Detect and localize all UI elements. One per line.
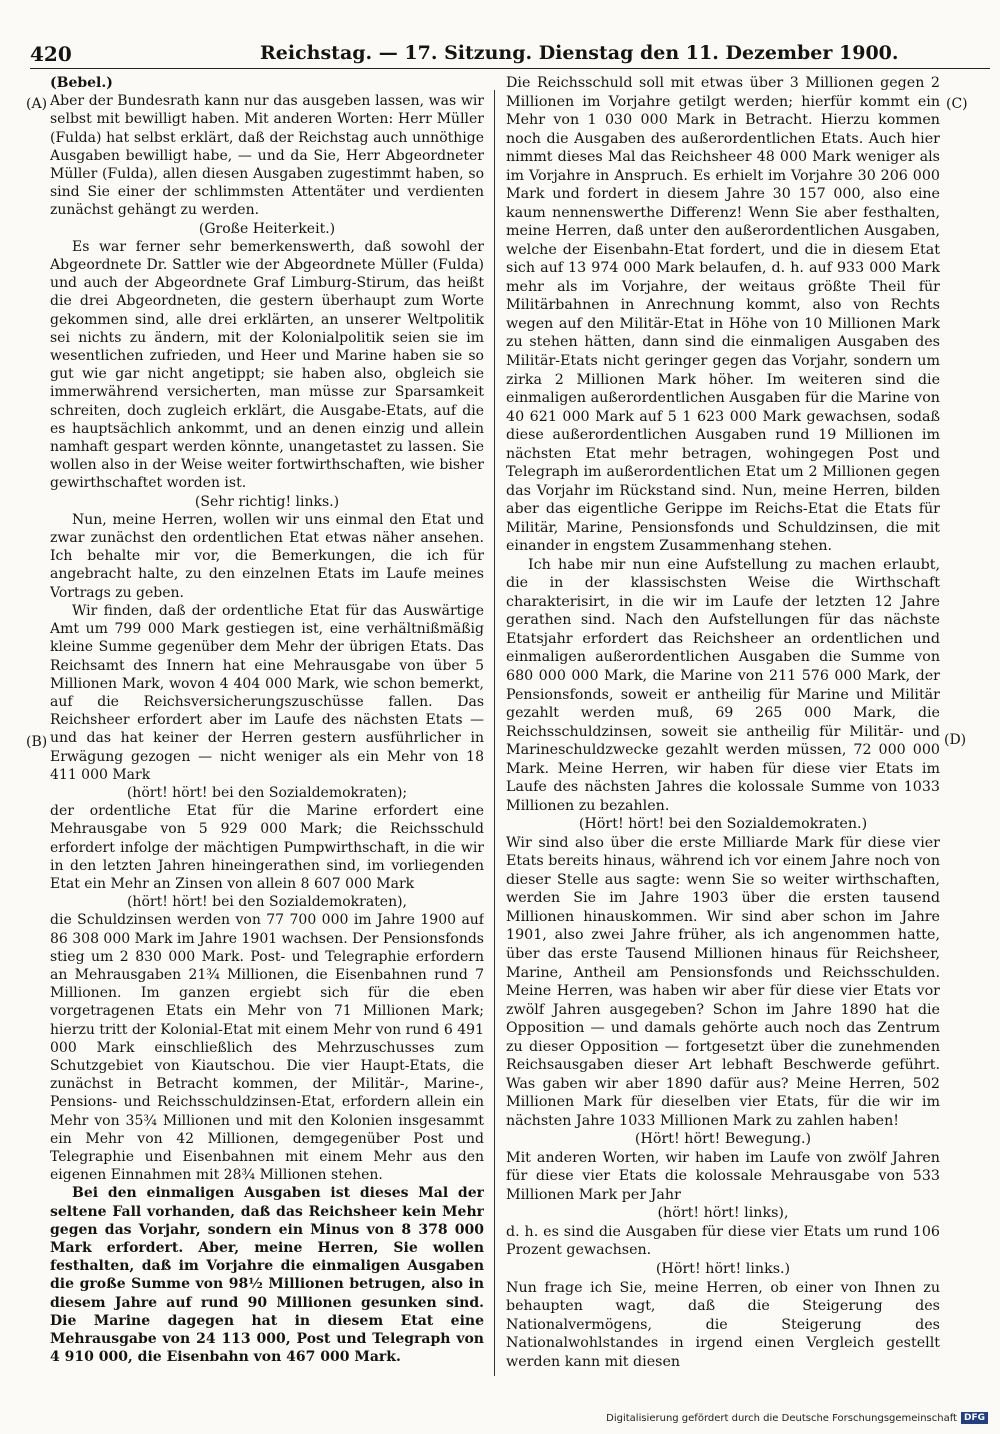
margin-marker-b: (B)	[26, 734, 48, 750]
interjection: (hört! hört! bei den Sozialdemokraten);	[126, 784, 408, 801]
running-head: Reichstag. — 17. Sitzung. Dienstag den 11. Dezember 1900.	[260, 42, 899, 64]
header-rule	[30, 68, 990, 69]
paragraph: Wir finden, daß der ordentliche Etat für das Auswärtige Amt um 799 000 Mark gestiegen ist, eine verhältnißmäßig kleine Summe gegenüber dem Mehr der übrigen Etats. Das Reichsamt des Innern hat eine Mehrausgabe von über 5 Millionen Mark, wovon 4 404 000 Mark, wie schon bemerkt, auf die Reichsversicherungszuschüsse fallen. Das Reichsheer erfordert aber im Laufe des nächsten Etats — und das hat keiner der Herren gestern ausführlicher in Erwägung gezogen — nicht weniger als ein Mehr von 18 411 000 Mark	[50, 602, 484, 783]
footer-text: Digitalisierung gefördert durch die Deutsche Forschungsgemeinschaft	[606, 1412, 957, 1424]
margin-marker-c: (C)	[946, 96, 968, 112]
interjection: (Große Heiterkeit.)	[198, 220, 336, 237]
speaker-name: (Bebel.)	[50, 75, 113, 91]
interjection: (Hört! hört! links.)	[655, 1261, 791, 1277]
paragraph: Bei den einmaligen Ausgaben ist dieses Mal der seltene Fall vorhanden, daß das Reichsheer kein Mehr gegen das Vorjahr, sondern ein Minus von 8 378 000 Mark erfordert. Aber, meine Herren, Sie wollen festhalten, daß im Vorjahre die einmaligen Ausgaben die große Summe von 98½ Millionen betrugen, also in diesem Jahre auf rund 90 Millionen gesunken sind. Die Marine dagegen hat in diesem Etat eine Mehrausgabe von 24 113 000, Post und Telegraph von 4 910 000, die Eisenbahn von 467 000 Mark.	[50, 1185, 484, 1366]
paragraph: der ordentliche Etat für die Marine erfordert eine Mehrausgabe von 5 929 000 Mark; die Reichsschuld erfordert infolge der mächtigen Pumpwirthschaft, in die wir in den letzten Jahren hineingerathen sind, im vorliegenden Etat ein Mehr an Zinsen von allein 8 607 000 Mark	[50, 803, 484, 892]
digitization-footer	[606, 1412, 988, 1424]
margin-marker-a: (A)	[26, 96, 48, 112]
margin-marker-d: (D)	[944, 732, 967, 748]
dfg-logo-icon: DFG	[961, 1412, 988, 1424]
interjection: (hört! hört! bei den Sozialdemokraten),	[126, 894, 408, 911]
page-number: 420	[30, 42, 72, 66]
interjection: (Sehr richtig! links.)	[194, 493, 340, 510]
right-column	[506, 74, 940, 1374]
paragraph: Aber der Bundesrath kann nur das ausgeben lassen, was wir selbst mit bewilligt haben. Mit anderen Worten: Herr Müller (Fulda) hat selbst erklärt, daß der Reichstag auch unnöthige Ausgaben bewilligt habe, — und da Sie, Herr Abgeordneter Müller (Fulda), allen diesen Ausgaben zugestimmt haben, so sind Sie einer der schlimmsten Attentäter und verdienten zunächst gehängt zu werden.	[50, 93, 484, 219]
paragraph: Wir sind also über die erste Milliarde Mark für diese vier Etats bereits hinaus, während ich vor einem Jahre noch von dieser Stelle aus sagte: wenn Sie so weiter wirthschaften, werden Sie im Jahre 1903 über die ersten tausend Millionen hinauskommen. Wir sind aber schon im Jahre 1901, also zwei Jahre früher, als ich angenommen hatte, über das erste Tausend Millionen hinaus für Reichsheer, Marine, Antheil am Pensionsfonds und Reichsschulden. Meine Herren, was haben wir aber für diese vier Etats vor zwölf Jahren ausgegeben? Schon im Jahre 1890 hat die Opposition — und damals gehörte auch noch das Zentrum zu dieser Opposition — fortgesetzt über die zunehmenden Reichsausgaben dieser Art lebhaft Beschwerde geführt. Was gaben wir aber 1890 dafür aus? Meine Herren, 502 Millionen Mark für dieselben vier Etats, für die wir im nächsten Jahre 1033 Millionen Mark zu zahlen haben!	[506, 834, 940, 1129]
paragraph: Nun frage ich Sie, meine Herren, ob einer von Ihnen zu behaupten wagt, daß die Steigerung des Nationalvermögens, die Steigerung des Nationalwohlstandes in irgend einen Vergleich gestellt werden kann mit diesen	[506, 1279, 940, 1370]
interjection: (Hört! hört! Bewegung.)	[634, 1131, 812, 1148]
paragraph: d. h. es sind die Ausgaben für diese vier Etats um rund 106 Prozent gewachsen.	[506, 1223, 940, 1259]
paragraph: Ich habe mir nun eine Aufstellung zu machen erlaubt, die in der klassischsten Weise die Wirthschaft charakterisirt, in die wir im Laufe der letzten 12 Jahre gerathen sind. Nach den Aufstellungen für das nächste Etatsjahr erfordert das Reichsheer an ordentlichen und einmaligen außerordentlichen Ausgaben die Summe von 680 000 000 Mark, die Marine von 211 576 000 Mark, der Pensionsfonds, soweit er antheilig für Marine und Militär gezahlt werden muß, 69 265 000 Mark, die Reichsschuldzinsen, soweit sie antheilig für Militär- und Marineschuldzwecke gezahlt werden müssen, 72 000 000 Mark. Meine Herren, wir haben für diese vier Etats im Laufe des nächsten Jahres die kolossale Summe von 1033 Millionen zu bezahlen.	[506, 556, 940, 814]
paragraph: Mit anderen Worten, wir haben im Laufe von zwölf Jahren für diese vier Etats die kolossale Mehrausgabe von 533 Millionen Mark per Jahr	[506, 1149, 940, 1203]
interjection: (hört! hört! links),	[657, 1205, 789, 1222]
left-column	[50, 74, 484, 1374]
interjection: (Hört! hört! bei den Sozialdemokraten.)	[578, 816, 868, 833]
paragraph: Nun, meine Herren, wollen wir uns einmal den Etat und zwar zunächst den ordentlichen Etat etwas näher ansehen. Ich behalte mir vor, die Bemerkungen, die ich für angebracht halte, zu den einzelnen Etats im Laufe meines Vortrags zu geben.	[50, 511, 484, 601]
column-divider	[494, 90, 495, 1376]
paragraph: die Schuldzinsen werden von 77 700 000 im Jahre 1900 auf 86 308 000 Mark im Jahre 1901 wachsen. Der Pensionsfonds stieg um 2 830 000 Mark. Post- und Telegraphie erfordern an Mehrausgaben 21¾ Millionen, die Eisenbahnen rund 7 Millionen. Im ganzen ergiebt sich für die eben vorgetragenen Etats ein Mehr von 71 Millionen Mark; hierzu tritt der Kolonial-Etat mit einem Mehr von rund 6 491 000 Mark einschließlich des Mehrzuschusses zum Schutzgebiet von Kiautschou. Die vier Haupt-Etats, die zunächst in Betracht kommen, der Militär-, Marine-, Pensions- und Reichsschuldzinsen-Etat, erfordern allein ein Mehr von 35¾ Millionen und mit den Kolonien insgesammt ein Mehr von 42 Millionen, demgegenüber Post und Telegraphie und Eisenbahnen mit einem Mehr aus den eigenen Einnahmen mit 28¾ Millionen stehen.	[50, 912, 484, 1184]
paragraph: Die Reichsschuld soll mit etwas über 3 Millionen gegen 2 Millionen im Vorjahre getilgt werden; hierfür kommt ein Mehr von 1 030 000 Mark in Betracht. Hierzu kommen noch die Ausgaben des außerordentlichen Etats. Auch hier nimmt dieses Mal das Reichsheer 48 000 Mark weniger als im Vorjahre in Anspruch. Es erhielt im Vorjahre 30 206 000 Mark und fordert in diesem Jahre 30 157 000, also eine kaum nennenswerthe Differenz! Wenn Sie aber festhalten, meine Herren, daß unter den außerordentlichen Ausgaben, welche der Eisenbahn-Etat fordert, und die in diesem Etat sich auf 13 974 000 Mark belaufen, d. h. auf 933 000 Mark mehr als im Vorjahre, der weitaus größte Theil für Militärbahnen in Anrechnung kommt, also von Rechts wegen auf den Militär-Etat in Höhe von 10 Millionen Mark zu stehen hätten, dann sind die einmaligen Ausgaben des Militär-Etats nicht geringer gegen das Vorjahr, sondern um zirka 2 Millionen Mark höher. Im weiteren sind die einmaligen außerordentlichen Ausgaben für die Marine von 40 621 000 Mark auf 5 1 623 000 Mark gewachsen, sodaß diese außerordentlichen Ausgaben rund 19 Millionen im nächsten Etat mehr betragen, wohingegen Post und Telegraph im außerordentlichen Etat um 2 Millionen gegen das Vorjahr im Rückstand sind. Nun, meine Herren, bilden aber das eigentliche Gerippe im Reichs-Etat die Etats für Militär, Marine, Pensionsfonds und Schuldzinsen, die mit einander in engstem Zusammenhang stehen.	[506, 75, 940, 555]
paragraph: Es war ferner sehr bemerkenswerth, daß sowohl der Abgeordnete Dr. Sattler wie der Abgeordnete Müller (Fulda) und auch der Abgeordnete Graf Limburg-Stirum, das heißt die drei Abgeordneten, die gestern überhaupt zum Worte gekommen sind, alle drei erklärten, an unserer Weltpolitik sei nichts zu ändern, mit der Kolonialpolitik seien sie im wesentlichen zufrieden, und Heer und Marine haben sie so gut wie gar nicht angetippt; sie haben also, obgleich sie immerwährend versicherten, man müsse zur Sparsamkeit schreiten, doch zugleich erklärt, die Ausgabe-Etats, auf die es hauptsächlich ankommt, und an denen einzig und allein namhaft gespart werden könnte, unangetastet zu lassen. Sie wollen also in der Weise weiter fortwirthschaften, wie bisher gewirthschaftet worden ist.	[50, 238, 484, 492]
